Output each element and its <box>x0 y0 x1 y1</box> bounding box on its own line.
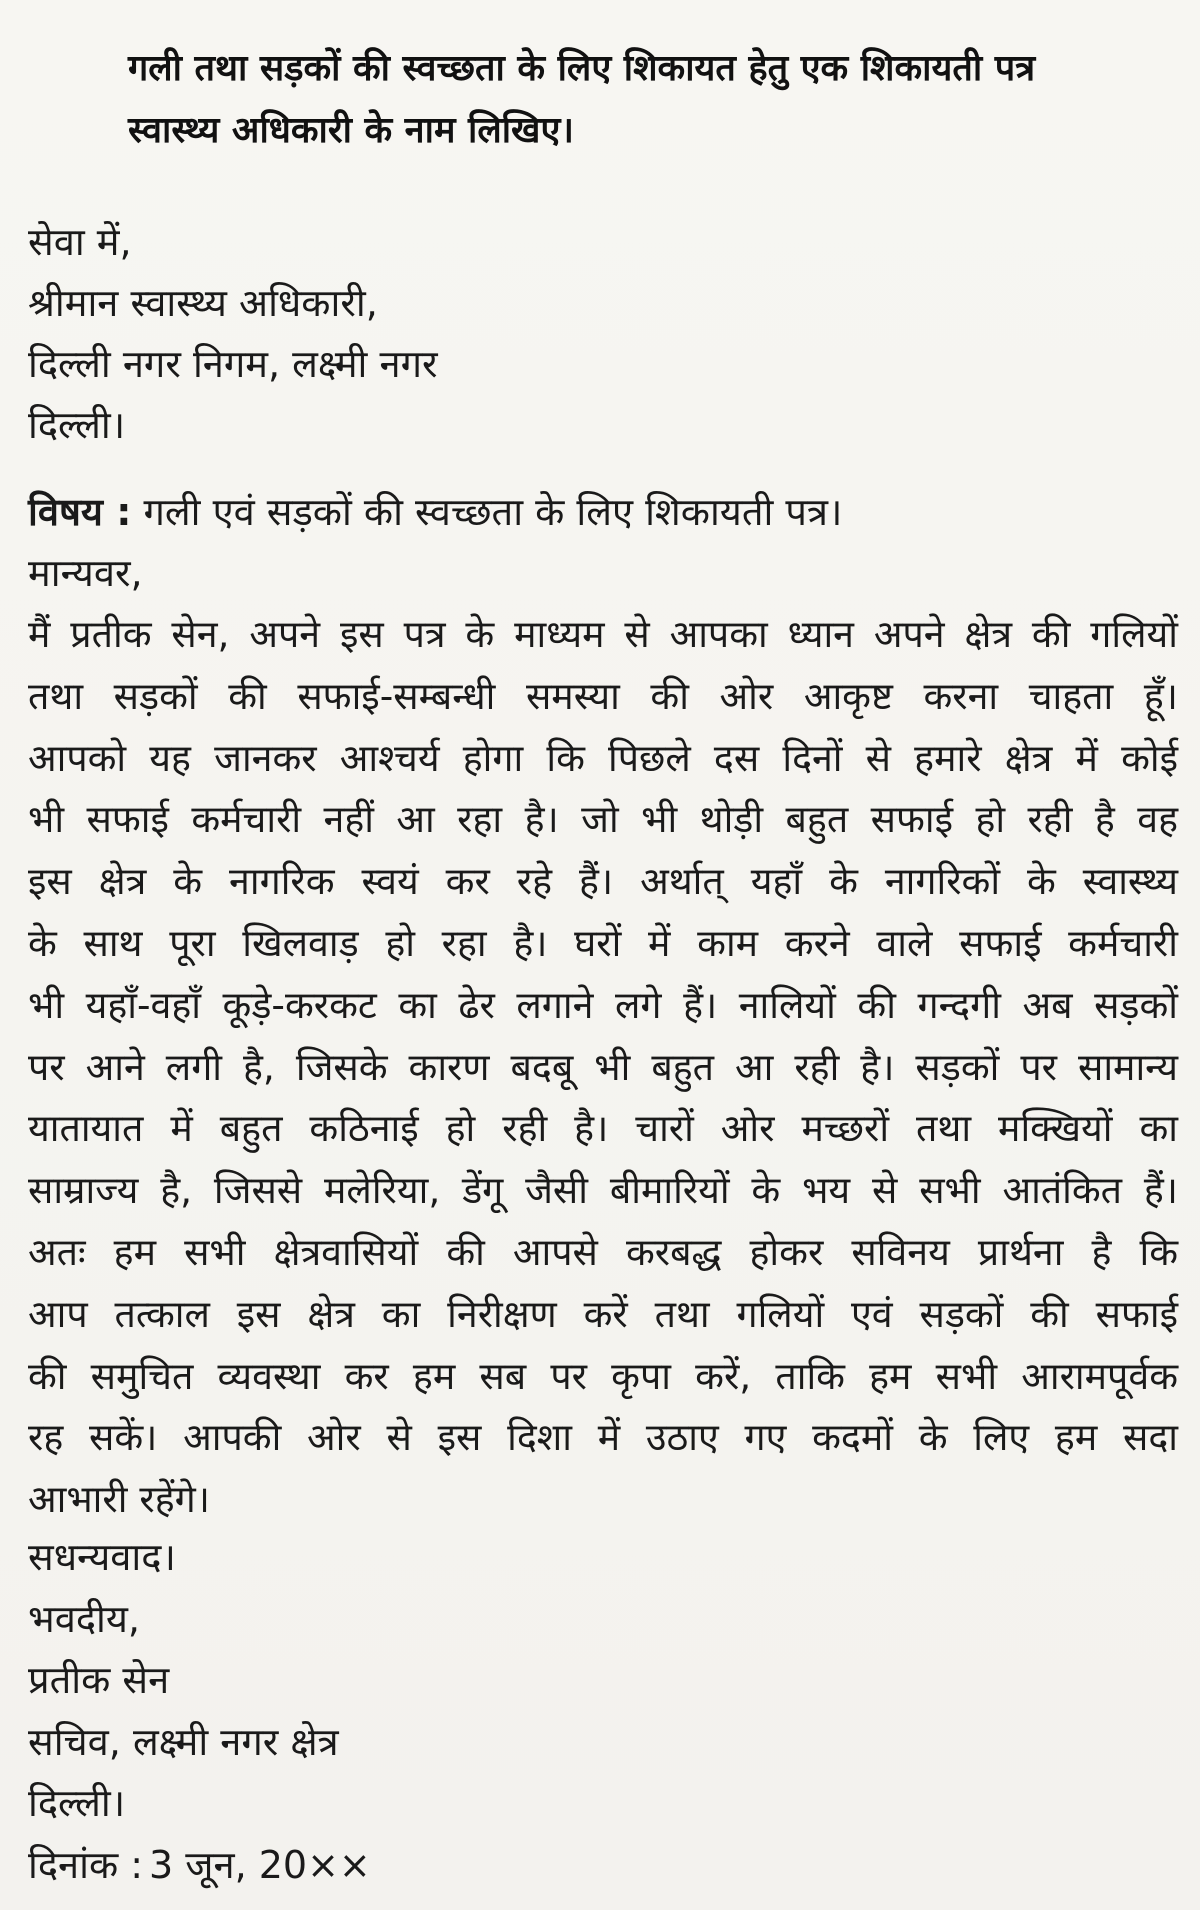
body-line: की समुचित व्यवस्था कर हम सब पर कृपा करें, ताकि हम सभी आरामपूर्वक <box>28 1353 1178 1398</box>
subject-line <box>28 482 842 543</box>
address-line-1: सेवा में, <box>28 220 132 264</box>
closing-thanks: सधन्यवाद। <box>28 1535 176 1579</box>
body-line: के साथ पूरा खिलवाड़ हो रहा है। घरों में काम करने वाले सफाई कर्मचारी <box>28 920 1178 965</box>
sender-name: प्रतीक सेन <box>28 1658 170 1702</box>
body-line: रह सकें। आपकी ओर से इस दिशा में उठाए गए कदमों के लिए हम सदा <box>28 1415 1178 1460</box>
sender-designation: सचिव, लक्ष्मी नगर क्षेत्र <box>28 1719 339 1764</box>
address-line-4: दिल्ली। <box>28 403 126 447</box>
subject-text: गली एवं सड़कों की स्वच्छता के लिए शिकायती पत्र। <box>131 490 843 534</box>
heading-line-2: स्वास्थ्य अधिकारी के नाम लिखिए। <box>128 110 575 151</box>
question-heading <box>128 38 1178 162</box>
closing-yours: भवदीय, <box>28 1596 140 1641</box>
date-value: 3 जून, 20×× <box>149 1842 371 1887</box>
body-line: अतः हम सभी क्षेत्रवासियों की आपसे करबद्ध होकर सविनय प्रार्थना है कि <box>28 1229 1178 1274</box>
salutation: मान्यवर, <box>28 551 143 595</box>
body-line: भी सफाई कर्मचारी नहीं आ रहा है। जो भी थोड़ी बहुत सफाई हो रही है वह <box>28 797 1178 842</box>
body-line: मैं प्रतीक सेन, अपने इस पत्र के माध्यम से आपका ध्यान अपने क्षेत्र की गलियों <box>28 612 1178 656</box>
body-line: आभारी रहेंगे। <box>28 1477 210 1522</box>
body-line: यातायात में बहुत कठिनाई हो रही है। चारों ओर मच्छरों तथा मक्खियों का <box>28 1106 1178 1151</box>
body-line: साम्राज्य है, जिससे मलेरिया, डेंगू जैसी बीमारियों के भय से सभी आतंकित हैं। <box>28 1168 1178 1213</box>
letter-closing <box>28 1527 371 1896</box>
body-line: आपको यह जानकर आश्चर्य होगा कि पिछले दस दिनों से हमारे क्षेत्र में कोई <box>28 735 1178 780</box>
heading-line-1: गली तथा सड़कों की स्वच्छता के लिए शिकायत हेतु एक शिकायती पत्र <box>128 48 1036 89</box>
date-label: दिनांक : <box>28 1842 144 1887</box>
body-line: आप तत्काल इस क्षेत्र का निरीक्षण करें तथा गलियों एवं सड़कों की सफाई <box>28 1291 1178 1336</box>
body-line: पर आने लगी है, जिसके कारण बदबू भी बहुत आ रही है। सड़कों पर सामान्य <box>28 1044 1178 1089</box>
date-row <box>28 1835 371 1897</box>
letter-body <box>28 604 1178 1531</box>
sender-city: दिल्ली। <box>28 1781 126 1825</box>
recipient-address <box>28 212 438 456</box>
subject-label: विषय : <box>28 490 132 534</box>
address-line-3: दिल्ली नगर निगम, लक्ष्मी नगर <box>28 342 438 386</box>
body-line: भी यहाँ-वहाँ कूड़े-करकट का ढेर लगाने लगे हैं। नालियों की गन्दगी अब सड़कों <box>28 982 1178 1027</box>
body-line: इस क्षेत्र के नागरिक स्वयं कर रहे हैं। अर्थात् यहाँ के नागरिकों के स्वास्थ्य <box>28 859 1178 904</box>
address-line-2: श्रीमान स्वास्थ्य अधिकारी, <box>28 281 378 325</box>
body-line: तथा सड़कों की सफाई-सम्बन्धी समस्या की ओर आकृष्ट करना चाहता हूँ। <box>28 673 1178 718</box>
